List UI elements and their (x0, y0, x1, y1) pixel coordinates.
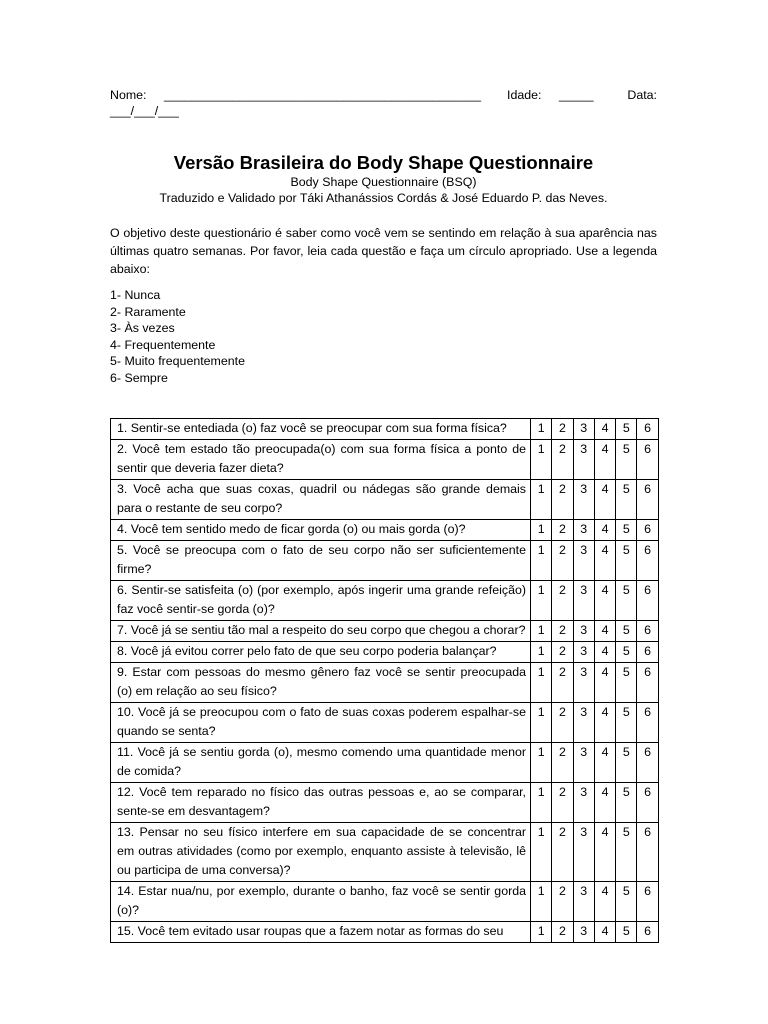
scale-option[interactable]: 3 (573, 922, 594, 943)
document-title: Versão Brasileira do Body Shape Questionnaire (173, 152, 594, 173)
legend-item: 1- Nunca (110, 288, 161, 302)
scale-option[interactable]: 2 (552, 922, 573, 943)
scale-option[interactable]: 5 (616, 663, 637, 703)
scale-option[interactable]: 4 (594, 703, 615, 743)
scale-option[interactable]: 2 (552, 743, 573, 783)
scale-option[interactable]: 1 (531, 541, 552, 581)
scale-option[interactable]: 4 (594, 743, 615, 783)
table-row (111, 419, 659, 440)
scale-option[interactable]: 2 (552, 541, 573, 581)
name-label: Nome: (110, 88, 147, 102)
answer-legend (110, 287, 657, 386)
scale-option[interactable]: 2 (552, 783, 573, 823)
scale-option[interactable]: 2 (552, 823, 573, 882)
scale-option[interactable]: 3 (573, 823, 594, 882)
table-row (111, 541, 659, 581)
scale-option[interactable]: 5 (616, 541, 637, 581)
scale-option[interactable]: 2 (552, 663, 573, 703)
scale-option[interactable]: 5 (616, 581, 637, 621)
scale-option[interactable]: 2 (552, 419, 573, 440)
scale-option[interactable]: 3 (573, 703, 594, 743)
scale-option[interactable]: 5 (616, 703, 637, 743)
legend-item: 3- Às vezes (110, 321, 175, 335)
question-text: 15. Você tem evitado usar roupas que a fazem notar as formas do seu (111, 922, 531, 943)
scale-option[interactable]: 4 (594, 922, 615, 943)
question-text: 14. Estar nua/nu, por exemplo, durante o banho, faz você se sentir gorda (o)? (111, 882, 531, 922)
question-text: 4. Você tem sentido medo de ficar gorda (o) ou mais gorda (o)? (111, 520, 531, 541)
question-text: 7. Você já se sentiu tão mal a respeito do seu corpo que chegou a chorar? (111, 621, 531, 642)
respondent-header (110, 88, 657, 120)
scale-option[interactable]: 4 (594, 882, 615, 922)
scale-option[interactable]: 3 (573, 783, 594, 823)
scale-option[interactable]: 1 (531, 621, 552, 642)
table-row (111, 440, 659, 480)
date-label: Data: (627, 88, 657, 102)
scale-option[interactable]: 3 (573, 541, 594, 581)
date-field[interactable]: ___/___/___ (110, 104, 179, 118)
scale-option[interactable]: 4 (594, 440, 615, 480)
scale-option[interactable]: 5 (616, 480, 637, 520)
instructions: O objetivo deste questionário é saber como você vem se sentindo em relação à sua aparência nas últimas quatro semanas. Por favor, leia cada questão e faça um círculo apropriado. Use a legenda abaixo: (110, 226, 657, 276)
table-row (111, 882, 659, 922)
table-row (111, 642, 659, 663)
scale-option[interactable]: 4 (594, 419, 615, 440)
table-row (111, 581, 659, 621)
scale-option[interactable]: 4 (594, 642, 615, 663)
legend-item: 4- Frequentemente (110, 337, 216, 352)
scale-option[interactable]: 5 (616, 823, 637, 882)
scale-option[interactable]: 5 (616, 621, 637, 642)
scale-option[interactable]: 3 (573, 642, 594, 663)
scale-option[interactable]: 6 (637, 783, 658, 823)
scale-option[interactable]: 6 (637, 581, 658, 621)
legend-item: 5- Muito frequentemente (110, 354, 245, 368)
name-field[interactable]: ______________________________________________ (164, 88, 481, 102)
table-row (111, 823, 659, 882)
scale-option[interactable]: 4 (594, 480, 615, 520)
scale-option[interactable]: 6 (637, 520, 658, 541)
scale-option[interactable]: 3 (573, 743, 594, 783)
scale-option[interactable]: 2 (552, 520, 573, 541)
scale-option[interactable]: 6 (637, 922, 658, 943)
question-text: 1. Sentir-se entediada (o) faz você se preocupar com sua forma física? (111, 419, 531, 440)
scale-option[interactable]: 5 (616, 882, 637, 922)
question-text: 12. Você tem reparado no físico das outras pessoas e, ao se comparar, sente-se em desvantagem? (111, 783, 531, 823)
table-row (111, 743, 659, 783)
scale-option[interactable]: 5 (616, 783, 637, 823)
question-text: 11. Você já se sentiu gorda (o), mesmo comendo uma quantidade menor de comida? (111, 743, 531, 783)
scale-option[interactable]: 1 (531, 520, 552, 541)
scale-option[interactable]: 4 (594, 823, 615, 882)
scale-option[interactable]: 2 (552, 703, 573, 743)
question-text: 6. Sentir-se satisfeita (o) (por exemplo, após ingerir uma grande refeição) faz você sentir-se gorda (o)? (111, 581, 531, 621)
scale-option[interactable]: 3 (573, 581, 594, 621)
scale-option[interactable]: 1 (531, 823, 552, 882)
scale-option[interactable]: 6 (637, 480, 658, 520)
question-text: 10. Você já se preocupou com o fato de suas coxas poderem espalhar-se quando se senta? (111, 703, 531, 743)
scale-option[interactable]: 3 (573, 621, 594, 642)
scale-option[interactable]: 6 (637, 882, 658, 922)
scale-option[interactable]: 5 (616, 922, 637, 943)
scale-option[interactable]: 3 (573, 419, 594, 440)
scale-option[interactable]: 2 (552, 882, 573, 922)
document-subtitle: Body Shape Questionnaire (BSQ) (290, 175, 477, 189)
scale-option[interactable]: 4 (594, 663, 615, 703)
scale-option[interactable]: 2 (552, 440, 573, 480)
scale-option[interactable]: 2 (552, 621, 573, 642)
question-text: 3. Você acha que suas coxas, quadril ou nádegas são grande demais para o restante de seu corpo? (111, 480, 531, 520)
scale-option[interactable]: 5 (616, 642, 637, 663)
questions-table (110, 418, 659, 943)
scale-option[interactable]: 1 (531, 642, 552, 663)
table-row (111, 783, 659, 823)
scale-option[interactable]: 1 (531, 882, 552, 922)
scale-option[interactable]: 1 (531, 783, 552, 823)
legend-item: 6- Sempre (110, 370, 168, 385)
scale-option[interactable]: 1 (531, 581, 552, 621)
scale-option[interactable]: 4 (594, 520, 615, 541)
scale-option[interactable]: 1 (531, 663, 552, 703)
scale-option[interactable]: 5 (616, 520, 637, 541)
scale-option[interactable]: 1 (531, 703, 552, 743)
scale-option[interactable]: 5 (616, 743, 637, 783)
scale-option[interactable]: 6 (637, 621, 658, 642)
scale-option[interactable]: 1 (531, 922, 552, 943)
scale-option[interactable]: 3 (573, 480, 594, 520)
legend-item: 2- Raramente (110, 304, 186, 319)
scale-option[interactable]: 6 (637, 440, 658, 480)
scale-option[interactable]: 2 (552, 581, 573, 621)
table-row (111, 663, 659, 703)
scale-option[interactable]: 6 (637, 419, 658, 440)
scale-option[interactable]: 6 (637, 823, 658, 882)
question-text: 5. Você se preocupa com o fato de seu corpo não ser suficientemente firme? (111, 541, 531, 581)
scale-option[interactable]: 1 (531, 440, 552, 480)
table-row (111, 520, 659, 541)
age-field[interactable]: _____ (559, 88, 594, 102)
document-credits: Traduzido e Validado por Táki Athanássios Cordás & José Eduardo P. das Neves. (159, 191, 608, 205)
scale-option[interactable]: 4 (594, 783, 615, 823)
scale-option[interactable]: 3 (573, 520, 594, 541)
scale-option[interactable]: 6 (637, 743, 658, 783)
scale-option[interactable]: 4 (594, 581, 615, 621)
scale-option[interactable]: 5 (616, 440, 637, 480)
table-row (111, 621, 659, 642)
scale-option[interactable]: 6 (637, 703, 658, 743)
question-text: 8. Você já evitou correr pelo fato de que seu corpo poderia balançar? (111, 642, 531, 663)
scale-option[interactable]: 1 (531, 743, 552, 783)
table-row (111, 922, 659, 943)
scale-option[interactable]: 1 (531, 480, 552, 520)
question-text: 13. Pensar no seu físico interfere em sua capacidade de se concentrar em outras atividades (como por exemplo, enquanto assiste à televisão, lê ou participa de uma conversa)? (111, 823, 531, 882)
scale-option[interactable]: 3 (573, 440, 594, 480)
scale-option[interactable]: 3 (573, 663, 594, 703)
question-text: 9. Estar com pessoas do mesmo gênero faz você se sentir preocupada (o) em relação ao seu físico? (111, 663, 531, 703)
scale-option[interactable]: 6 (637, 642, 658, 663)
question-text: 2. Você tem estado tão preocupada(o) com sua forma física a ponto de sentir que deveria fazer dieta? (111, 440, 531, 480)
title-block (110, 152, 657, 206)
scale-option[interactable]: 4 (594, 621, 615, 642)
age-label: Idade: (507, 88, 542, 102)
scale-option[interactable]: 6 (637, 541, 658, 581)
scale-option[interactable]: 1 (531, 419, 552, 440)
scale-option[interactable]: 4 (594, 541, 615, 581)
scale-option[interactable]: 3 (573, 882, 594, 922)
scale-option[interactable]: 5 (616, 419, 637, 440)
table-row (111, 703, 659, 743)
scale-option[interactable]: 2 (552, 642, 573, 663)
table-row (111, 480, 659, 520)
scale-option[interactable]: 2 (552, 480, 573, 520)
scale-option[interactable]: 6 (637, 663, 658, 703)
